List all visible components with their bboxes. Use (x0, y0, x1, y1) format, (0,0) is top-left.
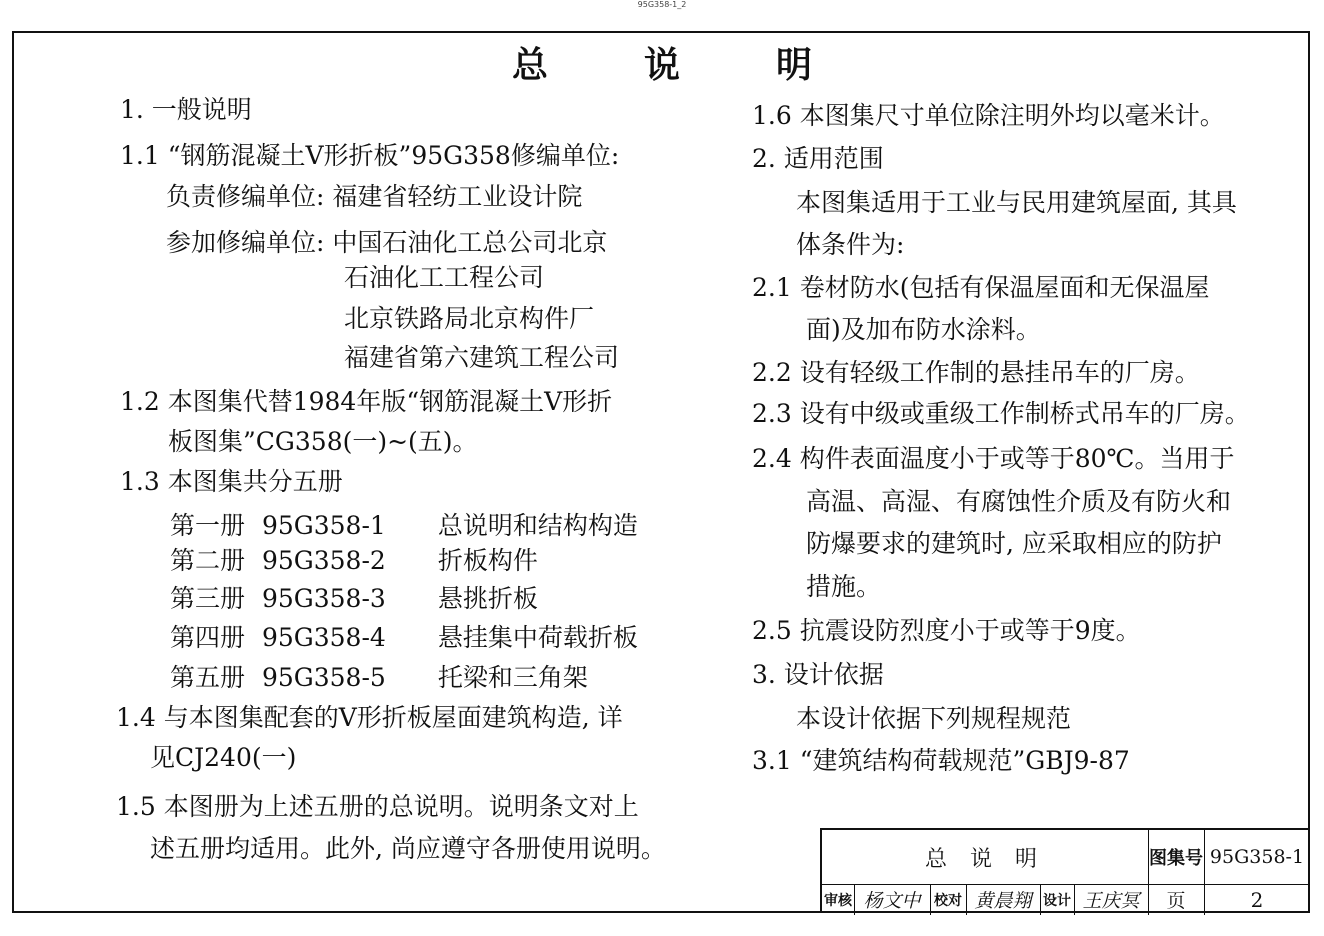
volume-code: 95G358-3 (261, 584, 386, 613)
item-2-4: 2.4 构件表面温度小于或等于80℃。当用于 (752, 444, 1235, 473)
atlas-number: 95G358-1 (1209, 846, 1305, 868)
volume-code: 95G358-4 (261, 623, 386, 652)
item-2-1: 2.1 卷材防水(包括有保温屋面和无保温屋 (752, 273, 1210, 302)
item-1-2: 1.2 本图集代替1984年版“钢筋混凝土V形折 (120, 387, 613, 416)
page-label: 页 (1166, 890, 1186, 912)
item-1-3: 1.3 本图集共分五册 (120, 467, 343, 496)
volume-code: 95G358-5 (261, 663, 386, 692)
item-2-4-cont-1: 高温、高湿、有腐蚀性介质及有防火和 (806, 487, 1232, 516)
volume-number: 第五册 (170, 663, 246, 692)
review-signature: 杨文中 (863, 890, 921, 912)
volume-content: 悬挂集中荷载折板 (437, 623, 638, 652)
participating-unit-cont-2: 北京铁路局北京构件厂 (344, 304, 595, 333)
volume-number: 第二册 (170, 546, 246, 575)
section-1-heading: 1. 一般说明 (120, 95, 252, 124)
check-signature: 黄晨翔 (974, 890, 1032, 912)
check-label: 校对 (934, 892, 962, 909)
volume-row (170, 622, 638, 654)
volume-code: 95G358-1 (261, 511, 386, 540)
item-1-5: 1.5 本图册为上述五册的总说明。说明条文对上 (116, 792, 639, 821)
volume-row (170, 510, 638, 542)
page-number: 2 (1250, 887, 1264, 912)
title-block (820, 828, 1310, 913)
section-2-intro: 本图集适用于工业与民用建筑屋面, 其具 (796, 188, 1237, 217)
design-signature: 王庆冥 (1082, 890, 1140, 912)
page-title: 总说明 (511, 45, 908, 86)
item-1-4-cont: 见CJ240(一) (150, 743, 297, 772)
volume-code: 95G358-2 (261, 546, 386, 575)
responsible-unit: 负责修编单位: 福建省轻纺工业设计院 (166, 182, 583, 211)
drawing-name: 总 说 明 (925, 846, 1045, 872)
volume-row (170, 545, 538, 577)
participating-unit-cont-3: 福建省第六建筑工程公司 (344, 343, 620, 372)
file-code: 95G358-1_2 (637, 0, 687, 9)
participating-unit: 参加修编单位: 中国石油化工总公司北京 (166, 228, 608, 257)
volume-number: 第四册 (170, 623, 246, 652)
volume-row (170, 662, 588, 694)
item-2-2: 2.2 设有轻级工作制的悬挂吊车的厂房。 (752, 358, 1200, 387)
volume-row (170, 583, 538, 615)
volume-number: 第三册 (170, 584, 246, 613)
participating-unit-cont-1: 石油化工工程公司 (344, 263, 545, 292)
section-3-heading: 3. 设计依据 (752, 660, 884, 689)
volume-number: 第一册 (170, 511, 246, 540)
item-1-1: 1.1 “钢筋混凝土V形折板”95G358修编单位: (120, 141, 620, 170)
item-1-4: 1.4 与本图集配套的V形折板屋面建筑构造, 详 (116, 703, 623, 732)
item-1-2-cont: 板图集”CG358(一)~(五)。 (168, 427, 478, 456)
design-label: 设计 (1043, 892, 1071, 909)
item-1-5-cont: 述五册均适用。此外, 尚应遵守各册使用说明。 (150, 834, 666, 863)
item-3-1: 3.1 “建筑结构荷载规范”GBJ9-87 (752, 746, 1130, 775)
item-2-3: 2.3 设有中级或重级工作制桥式吊车的厂房。 (752, 399, 1250, 428)
section-3-intro: 本设计依据下列规程规范 (796, 704, 1072, 733)
review-label: 审核 (824, 892, 852, 909)
item-1-6: 1.6 本图集尺寸单位除注明外均以毫米计。 (752, 101, 1225, 130)
atlas-label: 图集号 (1149, 848, 1203, 869)
volume-content: 总说明和结构构造 (437, 511, 638, 540)
item-2-4-cont-2: 防爆要求的建筑时, 应采取相应的防护 (806, 529, 1222, 558)
section-2-intro-cont: 体条件为: (796, 230, 905, 259)
volume-content: 托梁和三角架 (437, 663, 588, 692)
item-2-1-cont: 面)及加布防水涂料。 (806, 315, 1041, 344)
section-2-heading: 2. 适用范围 (752, 144, 884, 173)
item-2-4-cont-3: 措施。 (806, 572, 882, 601)
item-2-5: 2.5 抗震设防烈度小于或等于9度。 (752, 616, 1141, 645)
volume-content: 折板构件 (437, 546, 538, 575)
volume-content: 悬挑折板 (437, 584, 538, 613)
